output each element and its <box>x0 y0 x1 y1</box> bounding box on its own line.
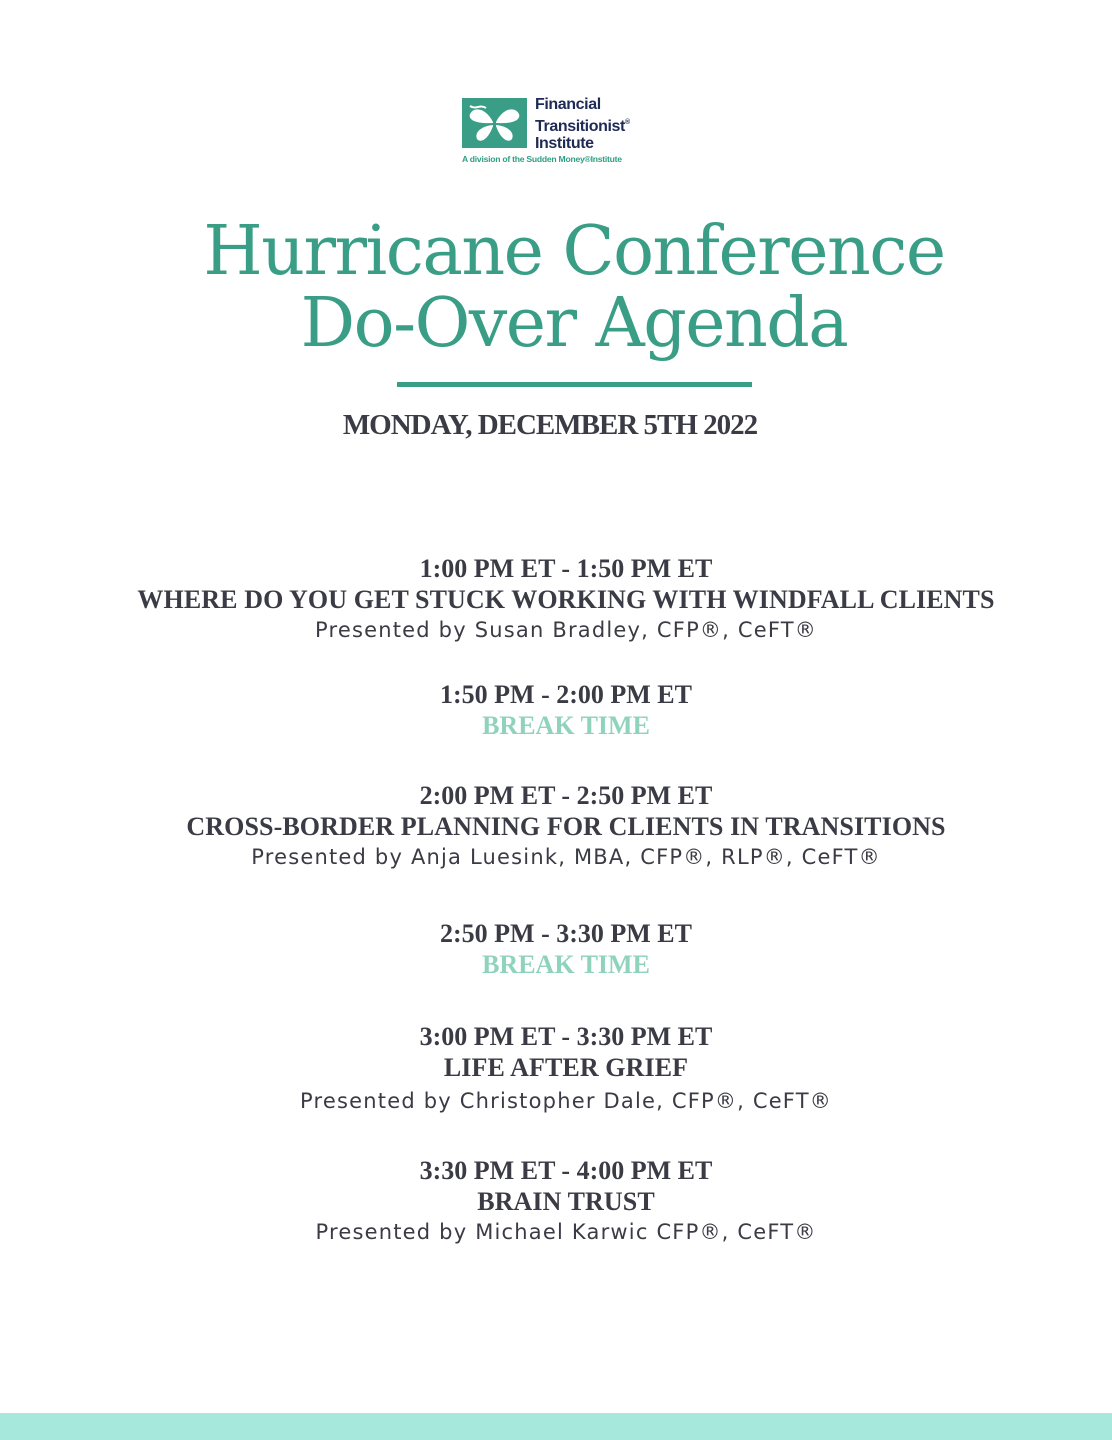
footer-bar <box>0 1413 1112 1440</box>
agenda-break <box>0 679 1112 741</box>
logo-tagline: A division of the Sudden Money®Institute <box>462 154 622 164</box>
butterfly-logo-icon <box>462 98 527 148</box>
agenda-time: 2:00 PM ET - 2:50 PM ET <box>419 781 713 810</box>
title-divider <box>397 382 752 387</box>
page-title-line-2: Do-Over Agenda <box>300 284 848 363</box>
event-date: MONDAY, DECEMBER 5TH 2022 <box>342 409 758 441</box>
break-label: BREAK TIME <box>482 950 650 979</box>
agenda-time: 3:00 PM ET - 3:30 PM ET <box>419 1022 713 1051</box>
agenda-item <box>0 780 1112 873</box>
logo-wordmark <box>535 96 630 153</box>
agenda-session-title: CROSS-BORDER PLANNING FOR CLIENTS IN TRANSITIONS <box>186 812 946 841</box>
agenda-presenter: Presented by Christopher Dale, CFP®, CeFT® <box>300 1089 832 1113</box>
logo-line-transitionist: Transitionist® <box>535 117 630 135</box>
institute-logo <box>462 96 662 168</box>
agenda-time: 3:30 PM ET - 4:00 PM ET <box>419 1156 713 1185</box>
agenda-item <box>0 1155 1112 1248</box>
agenda-session-title: LIFE AFTER GRIEF <box>443 1053 689 1082</box>
page-title-line-1: Hurricane Conference <box>203 212 945 291</box>
agenda-item <box>0 553 1112 646</box>
agenda-session-title: BRAIN TRUST <box>477 1187 655 1216</box>
agenda-presenter: Presented by Michael Karwic CFP®, CeFT® <box>315 1220 817 1244</box>
agenda-break <box>0 918 1112 980</box>
logo-line-institute: Institute <box>535 135 594 152</box>
agenda-time: 2:50 PM - 3:30 PM ET <box>439 919 692 948</box>
agenda-time: 1:00 PM ET - 1:50 PM ET <box>419 554 713 583</box>
agenda-item <box>0 1021 1112 1117</box>
break-label: BREAK TIME <box>482 711 650 740</box>
agenda-session-title: WHERE DO YOU GET STUCK WORKING WITH WINDFALL CLIENTS <box>137 585 995 614</box>
agenda-time: 1:50 PM - 2:00 PM ET <box>439 680 692 709</box>
agenda-presenter: Presented by Anja Luesink, MBA, CFP®, RLP®, CeFT® <box>251 845 881 869</box>
logo-line-financial: Financial <box>535 96 601 113</box>
agenda-presenter: Presented by Susan Bradley, CFP®, CeFT® <box>314 618 818 642</box>
